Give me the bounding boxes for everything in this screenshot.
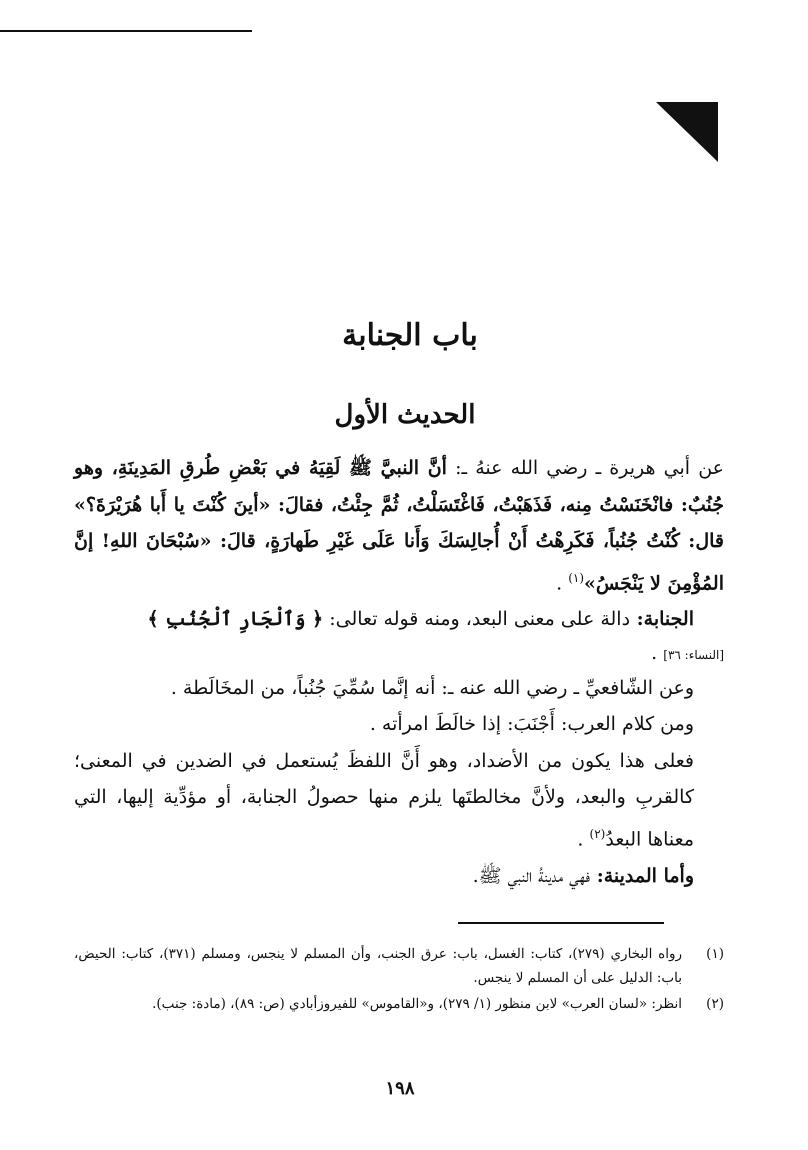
janaba-label: الجنابة:: [630, 608, 694, 631]
addad-paragraph: [74, 743, 724, 858]
hadith-text: أنَّ النبيَّ ﷺ لَقِيَهُ في بَعْضِ طُرقِ المَدِينَةِ، وهو جُنُبٌ: فانْخَنَسْتُ مِنه، فَذَهَبْتُ، فَاغْتَسَلْتُ، ثُمَّ جِئْتُ، فقالَ: «أينَ كُنْتَ يا أَبا هُرَيْرَةَ؟» قال: كُنْتُ جُنُباً، فَكَرِهْتُ أَنْ أُجالِسَكَ وَأَنا عَلَى غَيْرِ طَهارَةٍ، قالَ: «سُبْحَانَ اللهِ! إنَّ المُؤْمِنَ لا يَنْجَسُ»: [74, 457, 724, 594]
addad-text: فعلى هذا يكون من الأضداد، وهو أَنَّ اللفظَ يُستعمل في الضدين في المعنى؛ كالقربِ والبعد، ولأنَّ مخالطتَها يلزم منها حصولُ الجنابة، أو مؤدِّية إليها، التي معناها البعدُ: [74, 749, 694, 851]
footnote-text: انظر: «لسان العرب» لابن منظور (١/ ٢٧٩)، و«القاموس» للفيروزأبادي (ص: ٨٩)، (مادة: جنب).: [152, 996, 682, 1012]
quran-verse: ﴿ وَٱلْجَارِ ٱلْجُنُبِ ﴾: [147, 608, 324, 631]
citation-end: .: [651, 641, 664, 664]
hadith-title: الحديث الأول: [334, 400, 476, 430]
janaba-paragraph: [74, 601, 724, 638]
madina-text: فهي مدينةُ النبي ﷺ.: [472, 864, 591, 887]
arab-speech-quote: أَجْنَبَ: إذا خالَطَ امرأته .: [369, 713, 555, 736]
shafii-text: وعن الشّافعيِّ ـ رضي الله عنه ـ:: [435, 676, 694, 699]
shafii-quote: أنه إنَّما سُمِّيَ جُنُباً، من المخَالَطة .: [170, 676, 436, 699]
addad-end: .: [577, 828, 590, 851]
hadith-paragraph: [74, 450, 724, 601]
footnote-separator: [458, 922, 664, 924]
arab-speech-text: ومن كلام العرب:: [554, 713, 694, 736]
page-number: ١٩٨: [385, 1078, 415, 1099]
footnote-ref-2: (٢): [589, 826, 606, 841]
shafii-paragraph: [74, 670, 724, 707]
footnote-number: (١): [706, 946, 724, 962]
hadith-end: .: [556, 571, 569, 594]
citation-line: [74, 638, 724, 670]
madina-label: وأما المدينة:: [590, 864, 694, 887]
header-rule: [0, 30, 252, 32]
verse-citation: [النساء: ٣٦]: [663, 647, 724, 662]
chapter-title: باب الجنابة: [342, 318, 478, 353]
main-text: [74, 450, 724, 894]
arab-speech-paragraph: [74, 706, 724, 743]
footnote-ref-1: (١): [568, 570, 585, 585]
hadith-narrator: عن أبي هريرة ـ رضي الله عنهُ ـ:: [446, 457, 724, 479]
footnote: [74, 992, 724, 1016]
janaba-text: دالة على معنى البعد، ومنه قوله تعالى:: [323, 608, 631, 631]
footnote-text: رواه البخاري (٢٧٩)، كتاب: الغسل، باب: عرق الجنب، وأن المسلم لا ينجس، ومسلم (٣٧١)، كتاب: الحيض، باب: الدليل على أن المسلم لا ينجس.: [74, 946, 682, 986]
footnotes: [74, 942, 724, 1018]
corner-triangle-marker: [656, 102, 718, 162]
footnote: [74, 942, 724, 990]
footnote-number: (٢): [706, 996, 724, 1012]
madina-paragraph: [74, 858, 724, 895]
